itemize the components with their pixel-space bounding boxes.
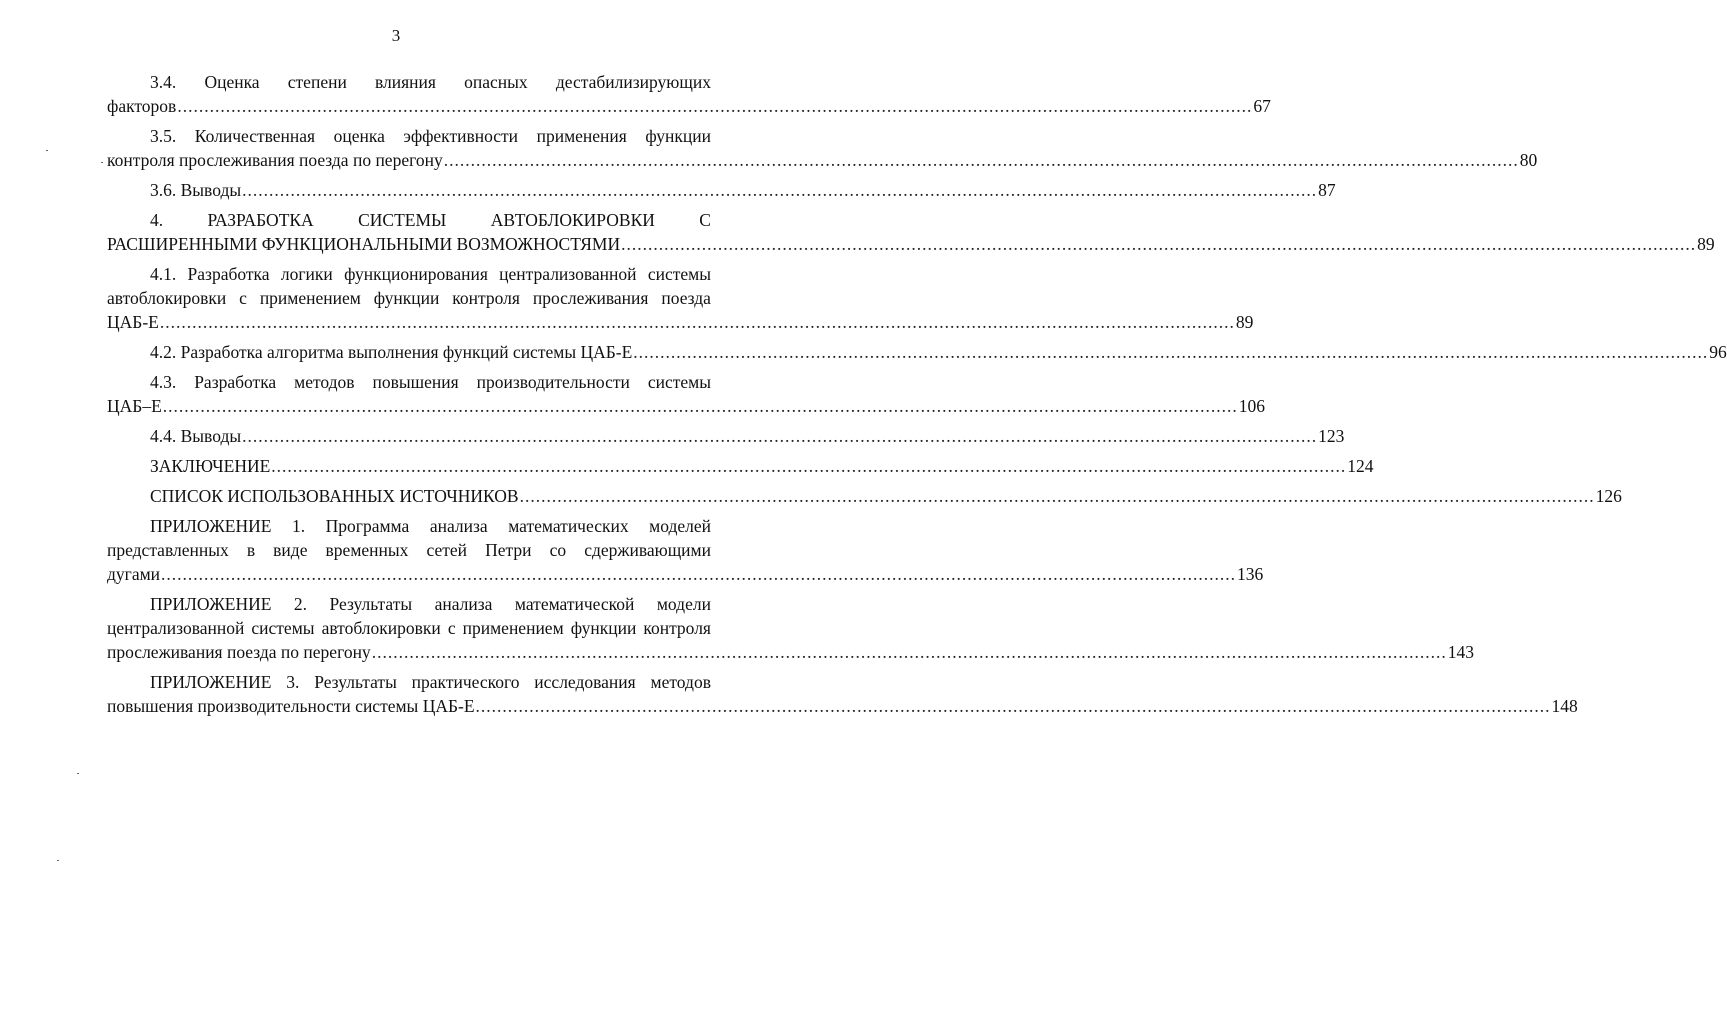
toc-entry-title: дугами — [107, 564, 161, 584]
toc-entry-4-2 — [107, 340, 1727, 364]
word: эффективности — [403, 126, 519, 146]
word: контроля — [643, 618, 711, 638]
word: применения — [536, 126, 627, 146]
word: с — [447, 618, 456, 638]
word: повышения — [372, 372, 459, 392]
toc-entry-sources — [107, 484, 1622, 508]
word: логики — [280, 264, 333, 284]
toc-entry-line — [107, 514, 711, 538]
toc-entry-last-line — [107, 94, 1271, 118]
toc-entry-last-line — [107, 148, 1538, 172]
toc-entry-line — [107, 616, 711, 640]
dot-leader: ........................................................................................................................................................................................................ — [633, 342, 1709, 362]
word: опасных — [464, 72, 528, 92]
word: 4.1. — [150, 264, 177, 284]
scan-speck — [77, 773, 79, 774]
toc-entry-4-4 — [107, 424, 1345, 448]
word: 4. — [150, 210, 164, 230]
word: дестабилизирующих — [555, 72, 711, 92]
word: временных — [325, 540, 409, 560]
word: 3. — [286, 672, 300, 692]
toc-page-number: 89 — [1697, 234, 1715, 254]
toc-entry-title: 4.4. Выводы — [150, 426, 242, 446]
toc-page-number: 89 — [1235, 312, 1254, 332]
word: влияния — [375, 72, 436, 92]
toc-entry-last-line — [107, 394, 1266, 418]
word: функции — [645, 126, 711, 146]
table-of-contents — [107, 70, 1727, 724]
word: представленных — [107, 540, 229, 560]
toc-entry-3-4 — [107, 70, 1271, 118]
toc-entry-title: 3.6. Выводы — [150, 180, 242, 200]
word: Оценка — [204, 72, 260, 92]
word: степени — [287, 72, 347, 92]
dot-leader: ........................................................................................................................................................................................................ — [159, 312, 1235, 332]
word: С — [699, 210, 711, 230]
word: централизованной — [107, 618, 245, 638]
word: Разработка — [194, 372, 277, 392]
word: анализа — [434, 594, 493, 614]
toc-entry-3-6 — [107, 178, 1336, 202]
word: 4.3. — [150, 372, 177, 392]
word: ПРИЛОЖЕНИЕ — [150, 516, 272, 536]
word: поезда — [661, 288, 711, 308]
word: Программа — [325, 516, 410, 536]
word: анализа — [429, 516, 488, 536]
toc-page-number: 67 — [1253, 96, 1271, 116]
word: системы — [647, 372, 711, 392]
toc-entry-title: повышения производительности системы ЦАБ-Е — [107, 696, 475, 716]
word: математической — [514, 594, 635, 614]
dot-leader: ........................................................................................................................................................................................................ — [177, 96, 1253, 116]
word: СИСТЕМЫ — [358, 210, 447, 230]
word: функции — [373, 288, 440, 308]
word: моделей — [649, 516, 711, 536]
toc-entry-title: ЗАКЛЮЧЕНИЕ — [150, 456, 271, 476]
word: ПРИЛОЖЕНИЕ — [150, 672, 272, 692]
dot-leader: ........................................................................................................................................................................................................ — [162, 396, 1238, 416]
word: модели — [656, 594, 711, 614]
word: производительности — [476, 372, 630, 392]
toc-entry-line — [107, 538, 711, 562]
word: системы — [251, 618, 315, 638]
toc-page-number: 87 — [1318, 180, 1336, 200]
word: виде — [273, 540, 308, 560]
toc-page-number: 126 — [1595, 486, 1622, 506]
word: применением — [462, 618, 564, 638]
toc-page-number: 106 — [1238, 396, 1266, 416]
toc-entry-last-line — [107, 232, 1715, 256]
word: методов — [650, 672, 711, 692]
toc-entry-title: контроля прослеживания поезда по перегону — [107, 150, 443, 170]
toc-entry-last-line — [107, 640, 1474, 664]
toc-entry-line — [107, 370, 711, 394]
toc-entry-last-line — [107, 454, 1374, 478]
dot-leader: ........................................................................................................................................................................................................ — [621, 234, 1697, 254]
word: Результаты — [329, 594, 413, 614]
toc-entry-appendix-2 — [107, 592, 1474, 664]
toc-entry-4-1 — [107, 262, 1254, 334]
dot-leader: ........................................................................................................................................................................................................ — [242, 180, 1318, 200]
toc-entry-title: факторов — [107, 96, 177, 116]
word: Количественная — [194, 126, 316, 146]
word: контроля — [452, 288, 520, 308]
toc-entry-4 — [107, 208, 1715, 256]
word: автоблокировки — [107, 288, 227, 308]
scan-speck — [101, 162, 103, 163]
toc-page-number: 143 — [1447, 642, 1474, 662]
word: методов — [294, 372, 355, 392]
word: сдерживающими — [584, 540, 711, 560]
toc-page-number: 136 — [1237, 564, 1264, 584]
word: прослеживания — [532, 288, 649, 308]
toc-entry-appendix-3 — [107, 670, 1578, 718]
toc-page-number: 80 — [1519, 150, 1538, 170]
toc-entry-line — [107, 208, 711, 232]
dot-leader: ........................................................................................................................................................................................................ — [271, 456, 1347, 476]
toc-entry-last-line — [107, 562, 1264, 586]
toc-entry-3-5 — [107, 124, 1538, 172]
word: АВТОБЛОКИРОВКИ — [490, 210, 655, 230]
toc-entry-line — [107, 70, 711, 94]
word: Результаты — [314, 672, 397, 692]
toc-page-number: 123 — [1318, 426, 1345, 446]
word: 2. — [293, 594, 308, 614]
word: исследования — [534, 672, 636, 692]
page-number: 3 — [391, 26, 401, 45]
word: 1. — [291, 516, 306, 536]
word: оценка — [333, 126, 385, 146]
word: функции — [570, 618, 637, 638]
word: применением — [259, 288, 361, 308]
toc-entry-title: 4.2. Разработка алгоритма выполнения функций системы ЦАБ-Е — [150, 342, 633, 362]
scan-speck — [46, 150, 48, 151]
toc-entry-last-line — [107, 424, 1345, 448]
toc-entry-title: РАСШИРЕННЫМИ ФУНКЦИОНАЛЬНЫМИ ВОЗМОЖНОСТЯМИ — [107, 234, 621, 254]
toc-entry-appendix-1 — [107, 514, 1264, 586]
dot-leader: ........................................................................................................................................................................................................ — [519, 486, 1595, 506]
word: сетей — [426, 540, 468, 560]
toc-entry-last-line — [107, 340, 1727, 364]
word: математических — [508, 516, 629, 536]
word: ПРИЛОЖЕНИЕ — [150, 594, 272, 614]
scan-speck — [57, 860, 59, 861]
toc-entry-4-3 — [107, 370, 1266, 418]
word: с — [239, 288, 247, 308]
dot-leader: ........................................................................................................................................................................................................ — [443, 150, 1519, 170]
toc-entry-title: прослеживания поезда по перегону — [107, 642, 371, 662]
word: централизованной — [499, 264, 637, 284]
word: со — [549, 540, 567, 560]
toc-entry-title: ЦАБ–Е — [107, 396, 162, 416]
toc-entry-line — [107, 670, 711, 694]
toc-entry-last-line — [107, 310, 1254, 334]
toc-entry-line — [107, 124, 711, 148]
dot-leader: ........................................................................................................................................................................................................ — [371, 642, 1447, 662]
toc-entry-line — [107, 262, 711, 286]
toc-entry-line — [107, 286, 711, 310]
word: системы — [647, 264, 711, 284]
toc-entry-last-line — [107, 484, 1622, 508]
toc-entry-title: СПИСОК ИСПОЛЬЗОВАННЫХ ИСТОЧНИКОВ — [150, 486, 519, 506]
toc-entry-title: ЦАБ-Е — [107, 312, 159, 332]
toc-page-number: 96 — [1709, 342, 1727, 362]
dot-leader: ........................................................................................................................................................................................................ — [161, 564, 1237, 584]
toc-entry-line — [107, 592, 711, 616]
toc-entry-last-line — [107, 178, 1336, 202]
word: РАЗРАБОТКА — [207, 210, 314, 230]
dot-leader: ........................................................................................................................................................................................................ — [475, 696, 1551, 716]
word: Разработка — [187, 264, 270, 284]
toc-entry-last-line — [107, 694, 1578, 718]
toc-entry-conclusion — [107, 454, 1374, 478]
toc-page-number: 124 — [1347, 456, 1374, 476]
word: 3.5. — [150, 126, 177, 146]
word: функционирования — [344, 264, 488, 284]
word: автоблокировки — [321, 618, 441, 638]
word: практического — [411, 672, 520, 692]
word: 3.4. — [150, 72, 177, 92]
word: Петри — [485, 540, 532, 560]
word: в — [246, 540, 256, 560]
dot-leader: ........................................................................................................................................................................................................ — [242, 426, 1318, 446]
toc-page-number: 148 — [1551, 696, 1578, 716]
